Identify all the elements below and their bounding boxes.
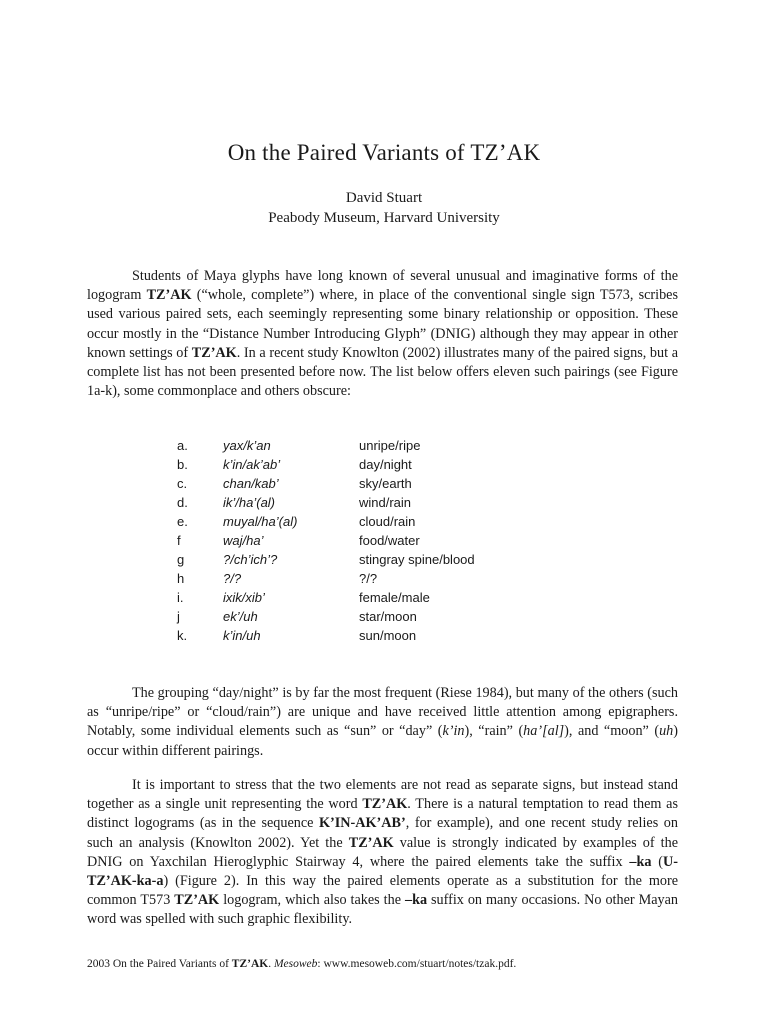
- item-gloss: sky/earth: [359, 476, 412, 491]
- item-letter: e.: [177, 514, 188, 529]
- item-maya-term: k’in/ak’ab’: [223, 457, 281, 472]
- text-run: suffix on many occasions. No other Mayan word was spelled with such graphic flexibility.: [87, 892, 678, 928]
- footer-citation-url: : www.mesoweb.com/stuart/notes/tzak.pdf.: [317, 958, 517, 970]
- list-item: [177, 569, 559, 588]
- text-run: ) (Figure 2). In this way the paired elements operate as a substitution for the more common T573: [87, 873, 678, 909]
- bold-term: TZ’AK: [348, 834, 394, 851]
- text-run: ), “rain” (: [464, 723, 524, 740]
- text-run: (“whole, complete”) where, in place of the conventional single sign T573, scribes used various paired sets, each seemingly representing some binary relationship or opposition. These occur mostly in the “Distance Number Introducing Glyph” (DNIG) although they may appear in other known settings of: [87, 287, 678, 361]
- item-maya-term: ik’/ha’(al): [223, 495, 276, 510]
- list-item: [177, 512, 559, 531]
- item-maya-term: k’in/uh: [223, 628, 261, 643]
- item-letter: j: [177, 609, 180, 624]
- italic-term: ha’[al]: [523, 723, 565, 740]
- bold-term: K’IN-AK’AB’: [319, 815, 406, 832]
- author-name: David Stuart: [345, 190, 423, 206]
- item-gloss: cloud/rain: [359, 514, 416, 529]
- item-letter: k.: [177, 628, 188, 643]
- list-item: [177, 436, 559, 455]
- list-item: [177, 531, 559, 550]
- item-gloss: food/water: [359, 533, 420, 548]
- item-maya-term: ixik/xib’: [223, 590, 265, 605]
- list-item: [177, 493, 559, 512]
- pairings-list: [177, 436, 559, 645]
- list-item: [177, 474, 559, 493]
- author-block: [0, 189, 768, 228]
- item-letter: g: [177, 552, 185, 567]
- list-item: [177, 550, 559, 569]
- text-run: value is strongly indicated by examples of the DNIG on Yaxchilan Hieroglyphic Stairway 4, where the paired elements take the suffix: [87, 834, 678, 870]
- list-item: [177, 626, 559, 645]
- bold-term: TZ’AK: [174, 892, 220, 909]
- analysis-paragraph: [87, 776, 678, 930]
- text-run: logogram, which also takes the: [219, 892, 405, 909]
- item-maya-term: muyal/ha’(al): [223, 514, 298, 529]
- text-run: . There is a natural temptation to read them as distinct logograms (as in the sequence: [87, 796, 678, 832]
- item-gloss: wind/rain: [359, 495, 412, 510]
- item-maya-term: yax/k’an: [223, 438, 271, 453]
- item-gloss: stingray spine/blood: [359, 552, 475, 567]
- text-run: ) occur within different pairings.: [87, 723, 678, 759]
- item-gloss: day/night: [359, 457, 412, 472]
- item-maya-term: ?/ch’ich’?: [223, 552, 278, 567]
- item-gloss: star/moon: [359, 609, 417, 624]
- bold-term: U-TZ’AK-ka-a: [87, 853, 678, 890]
- item-letter: d.: [177, 495, 188, 510]
- text-run: .: [268, 958, 274, 970]
- item-letter: b.: [177, 457, 188, 472]
- italic-term: Mesoweb: [273, 958, 318, 970]
- item-gloss: sun/moon: [359, 628, 417, 643]
- grouping-paragraph: [87, 684, 678, 761]
- italic-term: uh: [659, 723, 674, 740]
- item-letter: c.: [177, 476, 188, 491]
- text-run: ), and “moon” (: [564, 723, 660, 740]
- item-letter: a.: [177, 438, 188, 453]
- item-gloss: ?/?: [359, 571, 378, 586]
- author-affiliation: Peabody Museum, Harvard University: [268, 209, 500, 226]
- bold-term: TZ’AK: [231, 958, 269, 970]
- bold-term: TZ’AK: [362, 796, 408, 813]
- item-letter: h: [177, 571, 185, 586]
- item-maya-term: chan/kab’: [223, 476, 279, 491]
- item-maya-term: ek’/uh: [223, 609, 258, 624]
- list-item: [177, 588, 559, 607]
- item-gloss: unripe/ripe: [359, 438, 421, 453]
- item-letter: i.: [177, 590, 184, 605]
- text-run: Students of Maya glyphs have long known of several unusual and imaginative forms of the logogram: [87, 268, 678, 304]
- bold-term: –ka: [404, 892, 428, 909]
- text-run: (: [651, 853, 664, 870]
- list-item: [177, 455, 559, 474]
- item-letter: f: [177, 533, 181, 548]
- text-run: . In a recent study Knowlton (2002) illustrates many of the paired signs, but a complete list has not been presented before now. The list below offers eleven such pairings (see Figure 1a-k), some commonplace and others obscure:: [87, 344, 679, 400]
- page-title: On the Paired Variants of TZ’AK: [227, 140, 541, 165]
- list-item: [177, 607, 559, 626]
- intro-paragraph: [87, 267, 678, 401]
- text-run: , for example), and one recent study relies on such an analysis (Knowlton 2002). Yet the: [87, 815, 678, 851]
- text-run: It is important to stress that the two elements are not read as separate signs, but instead stand together as a single unit representing the word: [87, 777, 678, 813]
- page-footer: [87, 958, 707, 970]
- item-gloss: female/male: [359, 590, 430, 605]
- bold-term: TZ’AK: [191, 344, 237, 361]
- italic-term: k’in: [442, 723, 465, 740]
- text-run: The grouping “day/night” is by far the most frequent (Riese 1984), but many of the others (such as “unripe/ripe” or “cloud/rain”) are unique and have received little attention among epigraphers. Notably, some individual elements such as “sun” or “day” (: [87, 685, 678, 740]
- item-maya-term: waj/ha’: [223, 533, 264, 548]
- bold-term: TZ’AK: [146, 287, 192, 304]
- item-maya-term: ?/?: [223, 571, 242, 586]
- text-run: 2003 On the Paired Variants of: [87, 958, 232, 970]
- bold-term: –ka: [629, 853, 652, 870]
